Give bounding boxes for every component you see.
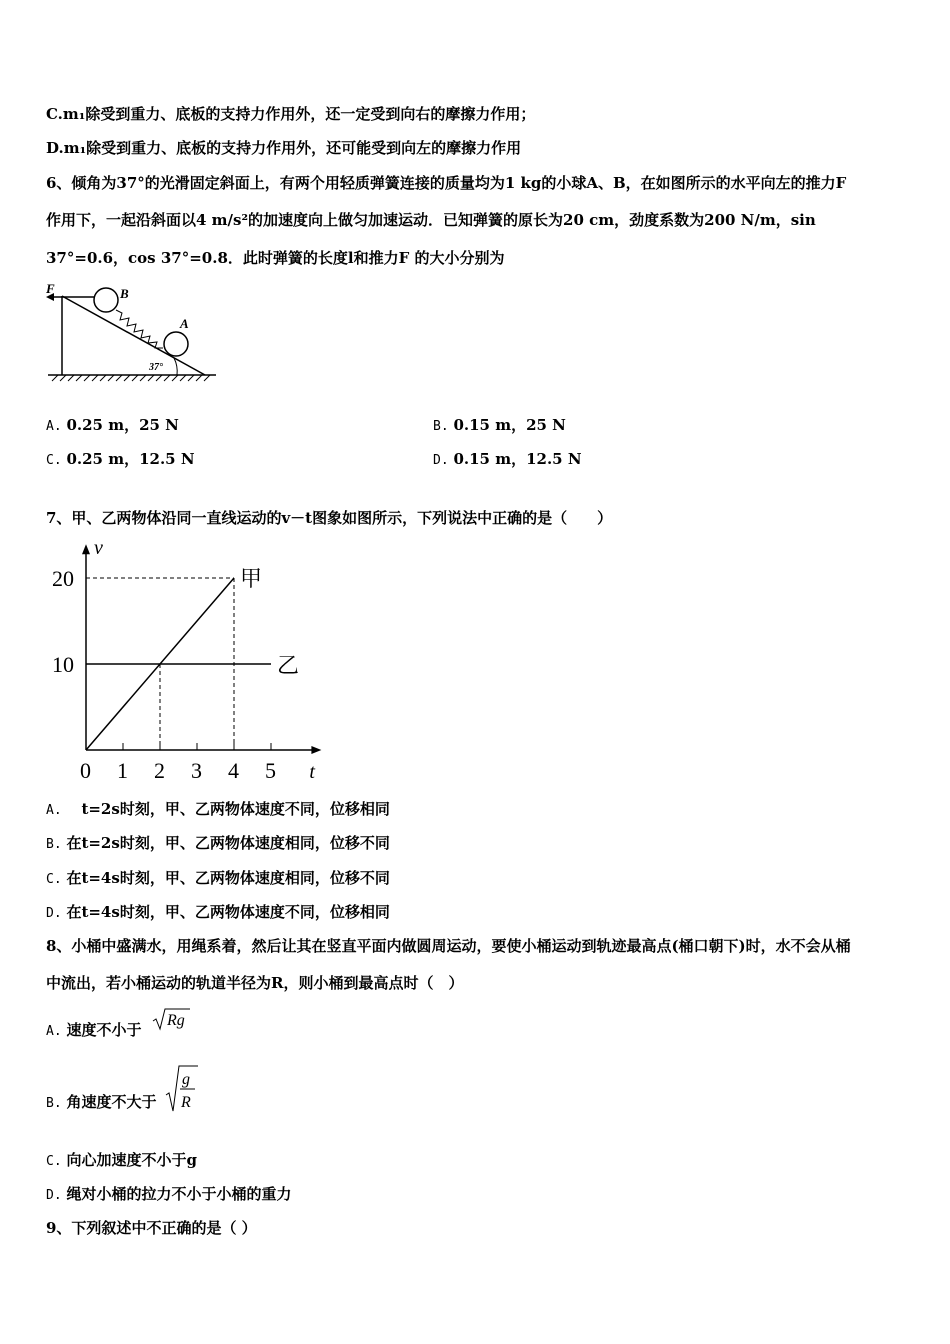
option-label: D.	[46, 1188, 62, 1203]
option-text: 在t=2s时刻，甲、乙两物体速度相同，位移不同	[66, 834, 390, 852]
x-tick-label: 4	[228, 758, 239, 783]
x-axis-arrow	[311, 746, 321, 754]
svg-text:R: R	[181, 1094, 191, 1111]
option-label: C.	[46, 1154, 62, 1169]
svg-text:g: g	[182, 1071, 190, 1088]
q8-option-b	[46, 1091, 156, 1112]
x-axis-label: t	[309, 761, 315, 783]
q6-option-d	[433, 448, 582, 469]
angle-label: 37°	[149, 362, 163, 373]
option-label: A.	[46, 419, 62, 434]
option-text: 在t=4s时刻，甲、乙两物体速度相同，位移不同	[66, 869, 390, 887]
y-axis-arrow	[82, 544, 90, 554]
option-label: B.	[46, 837, 62, 852]
series-label-yi: 乙	[277, 653, 300, 678]
q7-option-c	[46, 867, 390, 888]
vt-chart	[40, 538, 340, 788]
q7-stem: 7、甲、乙两物体沿同一直线运动的v－t图象如图所示，下列说法中正确的是（ ）	[46, 509, 613, 527]
x-tick-label: 5	[265, 758, 276, 783]
y-tick-label: 10	[52, 652, 74, 677]
option-label: C.	[46, 872, 62, 887]
option-text: 0.25 m，25 N	[66, 416, 179, 434]
option-text: 0.25 m，12.5 N	[66, 450, 195, 468]
option-text: 向心加速度不小于g	[66, 1151, 197, 1169]
q6-option-c	[46, 448, 195, 469]
q6-stem-line3: 37°=0.6，cos 37°=0.8．此时弹簧的长度l和推力F 的大小分别为	[46, 249, 505, 267]
q6-option-a	[46, 414, 179, 435]
q6-stem-line2: 作用下，一起沿斜面以4 m/s²的加速度向上做匀加速运动．已知弹簧的原长为20 cm，劲度系数为200 N/m，sin	[46, 211, 816, 229]
option-label: C.	[46, 453, 62, 468]
svg-text:Rg: Rg	[167, 1012, 185, 1029]
option-text: 0.15 m，12.5 N	[453, 450, 582, 468]
option-label: B.	[433, 419, 449, 434]
option-text: 在t=4s时刻，甲、乙两物体速度不同，位移相同	[66, 903, 390, 921]
q8-option-a	[46, 1019, 141, 1040]
q8-option-d	[46, 1183, 291, 1204]
y-tick-label: 20	[52, 566, 74, 591]
option-label: A.	[46, 1024, 62, 1039]
q6-stem-line1: 6、倾角为37°的光滑固定斜面上，有两个用轻质弹簧连接的质量均为1 kg的小球A、B，在如图所示的水平向左的推力F	[46, 174, 847, 192]
q8-option-c	[46, 1149, 197, 1170]
ball-b-label: B	[120, 286, 129, 301]
q7-option-d	[46, 901, 390, 922]
sqrt-g-over-r-formula	[164, 1063, 200, 1115]
option-text: 0.15 m，25 N	[453, 416, 566, 434]
y-axis-label: v	[94, 538, 103, 560]
ball-a-label: A	[180, 316, 189, 331]
option-text: 绳对小桶的拉力不小于小桶的重力	[66, 1185, 292, 1203]
x-tick-label: 3	[191, 758, 202, 783]
q9-stem: 9、下列叙述中不正确的是（ ）	[46, 1219, 257, 1237]
q7-option-b	[46, 832, 390, 853]
series-label-jia: 甲	[240, 566, 263, 591]
q8-stem-line2: 中流出，若小桶运动的轨道半径为R，则小桶到最高点时（ ）	[46, 974, 464, 992]
option-label: A.	[46, 803, 62, 818]
x-tick-label: 0	[80, 758, 91, 783]
x-tick-label: 1	[117, 758, 128, 783]
ball-b	[94, 288, 118, 312]
q8-stem-line1: 8、小桶中盛满水，用绳系着，然后让其在竖直平面内做圆周运动，要使小桶运动到轨迹最高点(桶口朝下)时，水不会从桶	[46, 937, 851, 955]
option-text: 速度不小于	[66, 1021, 142, 1039]
option-label: D.	[46, 906, 62, 921]
option-text: t=2s时刻，甲、乙两物体速度不同，位移相同	[66, 800, 390, 818]
ball-a	[164, 332, 188, 356]
incline-figure	[40, 278, 225, 386]
option-text: 角速度不大于	[66, 1093, 157, 1111]
q7-option-a	[46, 798, 390, 819]
x-tick-label: 2	[154, 758, 165, 783]
q5-option-c: C.m₁除受到重力、底板的支持力作用外，还一定受到向右的摩擦力作用；	[46, 105, 536, 123]
force-label: F	[46, 281, 55, 296]
option-label: B.	[46, 1096, 62, 1111]
option-label: D.	[433, 453, 449, 468]
sqrt-rg-formula	[150, 1005, 192, 1033]
q5-option-d: D.m₁除受到重力、底板的支持力作用外，还可能受到向左的摩擦力作用	[46, 139, 522, 157]
q6-option-b	[433, 414, 566, 435]
